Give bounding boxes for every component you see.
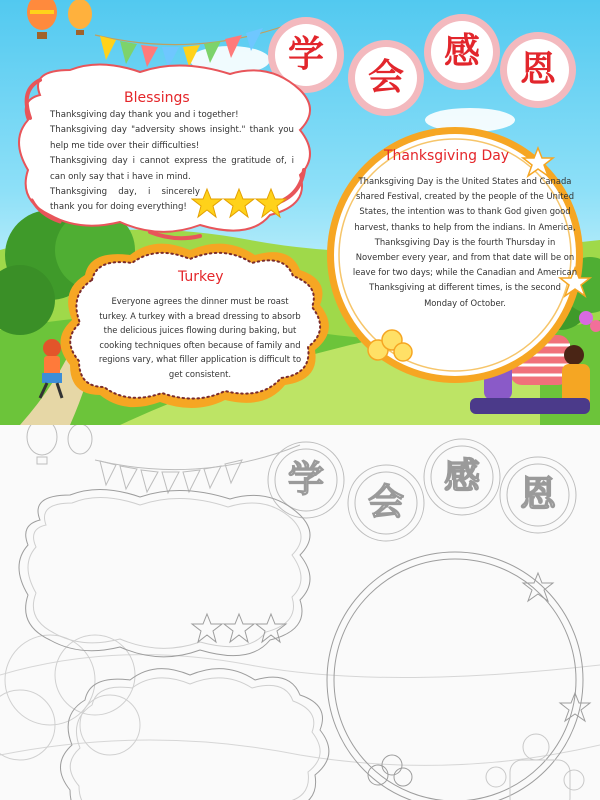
line-art-template [0,425,600,800]
outline-title-char-1: 学 [287,459,324,500]
hot-air-balloons [27,0,92,39]
thanksgiving-title: Thanksgiving Day [384,148,510,164]
title-char-1: 学 [287,34,324,75]
rating-stars [191,187,291,219]
title-char-3: 感 [443,31,480,72]
star-icon [192,189,222,217]
outline-title-char-2: 会 [367,482,404,523]
blessings-line-3: Thanksgiving day i cannot express the gratitude of, i can only say that i have in mind. [50,156,294,182]
blessings-title: Blessings [124,90,190,106]
title-char-4: 恩 [519,49,556,90]
star-icon [224,189,254,217]
turkey-title: Turkey [178,269,224,285]
title-char-2: 会 [367,57,404,98]
turkey-text: Everyone agrees the dinner must be roast turkey. A turkey with a bread dressing to absorb the delicious juices flowing during baking, but cooking techniques often because of family and regions vary, what filler application is difficult to get consistent. [98,296,302,379]
blessings-line-2: Thanksgiving day "adversity shows insight." thank you help me tide over their difficulties! [50,125,294,151]
outline-title-char-3: 感 [443,456,480,497]
star-icon [256,189,286,217]
outline-title-char-4: 恩 [519,474,556,515]
blessings-line-1: Thanksgiving day thank you and i together! [50,110,239,120]
thanksgiving-text: Thanksgiving Day is the United States and Canada shared Festival, created by the people of the United States, the intention was to thank God given good harvest, thanks to help from the indians. In America, Thanksgiving Day is the fourth Thursday in November every year, and from that date will be on leave for two days; while the Canadian and American Thanksgiving at different times, is the second Monday of October. [352,176,578,308]
blessings-line-4: Thanksgiving day, i sincerely thank you for doing everything! [50,187,200,213]
